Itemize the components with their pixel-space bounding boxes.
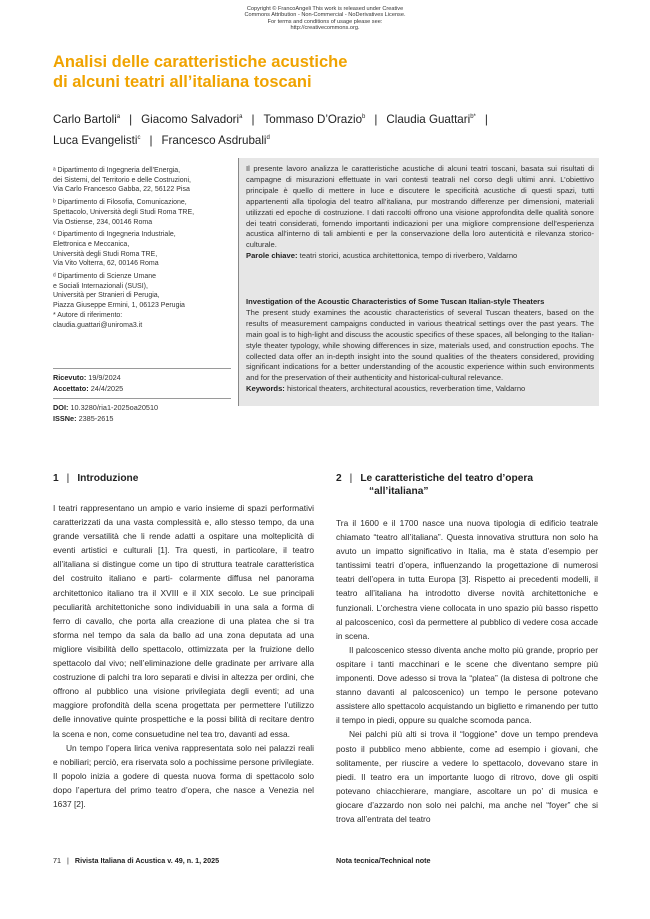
paragraph: Un tempo l’opera lirica veniva rappresentata solo nei palazzi reali e nobiliari; perciò, era riservata solo a pochissime persone privilegiate. Il popolo inizia a godere di questa nuova forma di spettacolo solo dopo l’apertura del primo teatro d’opera, che nasce a Venezia nel 1637 [2]. — [53, 742, 314, 809]
author-separator: | — [129, 113, 133, 126]
abstract-italian — [246, 164, 594, 262]
abstract-it-keywords — [246, 251, 594, 262]
copyright-notice — [0, 6, 650, 32]
paragraph: Tra il 1600 e il 1700 nasce una nuova tipologia di edificio teatrale chiamato “teatro all’italiana”. Questa innovativa struttura non solo ha avuto un impatto significativo in Italia, ma è stata d’esempio per tantissimi teatri d’opera, influenzando la progettazione di numerosi teatri dell’opera in tutta Europa [3]. Rispetto ai precedenti modelli, il teatro all’italiana ha introdotto diverse novità architettoniche e funzionali. L’orchestra viene collocata in uno spazio più basso rispetto al palcoscenico, così da permettere al pubblico di vedere cosa accade in scena. — [336, 518, 598, 641]
affiliation-line: Via Vito Volterra, 62, 00146 Roma — [53, 260, 159, 268]
accepted-date — [53, 384, 231, 395]
author-name: Luca Evangelisti — [53, 134, 138, 147]
author-affil-mark: d — [266, 135, 270, 141]
corresponding-author-email[interactable]: claudia.guattari@uniroma3.it — [53, 321, 143, 329]
section-number: 2 — [336, 473, 342, 484]
author-row-1 — [53, 108, 613, 129]
section-title-line-2: “all’italiana” — [369, 486, 429, 497]
affiliation-line: Università degli Studi Roma TRE, — [53, 250, 158, 258]
author-name: Carlo Bartoli — [53, 113, 117, 126]
affiliations — [53, 166, 231, 330]
author-list — [53, 108, 613, 150]
affiliation-line: ᵃ Dipartimento di Ingegneria dell’Energia, — [53, 167, 181, 174]
accepted-label: Accettato: — [53, 383, 89, 393]
affiliation-line: ᶜ Dipartimento di Ingegneria Industriale, — [53, 231, 176, 239]
keywords-value: teatri storici, acustica architettonica, tempo di riverbero, Valdarno — [299, 251, 518, 261]
page-footer-right — [336, 856, 431, 866]
meta-divider — [53, 368, 231, 369]
keywords-label: Keywords: — [246, 384, 285, 394]
affiliation-line: ᵈ Dipartimento di Scienze Umane — [53, 273, 157, 281]
author-separator: | — [374, 113, 378, 126]
author-affil-mark: b — [362, 114, 366, 120]
abstract-left-rule — [238, 158, 239, 406]
section-separator: | — [66, 473, 70, 484]
affiliation-line: dei Sistemi, del Territorio e delle Costruzioni, — [53, 176, 191, 184]
title-line-2: di alcuni teatri all’italiana toscani — [53, 73, 312, 91]
section-title: Introduzione — [77, 473, 139, 484]
section-1-body — [53, 501, 314, 811]
author-affil-mark: b* — [470, 114, 476, 120]
author-separator: | — [251, 113, 255, 126]
section-number: 1 — [53, 473, 59, 484]
issn-value: 2385-2615 — [78, 413, 114, 423]
received-label: Ricevuto: — [53, 373, 87, 382]
article-meta — [53, 364, 231, 424]
author-affil-mark: c — [137, 135, 141, 141]
title-line-1: Analisi delle caratteristiche acustiche — [53, 53, 348, 71]
affiliation-line: e Sociali Internazionali (SUSI), — [53, 282, 148, 290]
author-name: Giacomo Salvadori — [141, 113, 240, 126]
article-type: Nota tecnica/Technical note — [336, 856, 431, 865]
author-name: Tommaso D’Orazio — [263, 113, 363, 126]
section-1-heading — [53, 472, 323, 485]
section-2-body — [336, 516, 598, 826]
doi-value[interactable]: 10.3280/ria1-2025oa20510 — [70, 403, 159, 413]
meta-divider — [53, 398, 231, 399]
copyright-line: Copyright © FrancoAngeli This work is released under Creative — [246, 6, 404, 12]
paragraph: Nei palchi più alti si trova il “loggione” dove un tempo prendeva posto il pubblico meno abbiente, come ad esempio i giovani, che solitamente, per riuscire a vedere lo spettacolo, dovevano stare in piedi. Il teatro era un importante luogo di ritrovo, dove gli ospiti potevano chiacchierare, mangiare, ascoltare un po’ di musica e giocare d’azzardo non solo nei palchi, ma anche nel “foyer” che si trova all’entrata del teatro — [336, 729, 598, 824]
abstract-en-title: Investigation of the Acoustic Characteristics of Some Tuscan Italian-style Theaters — [246, 297, 545, 306]
affiliation-line: Via Carlo Francesco Gabba, 22, 56122 Pisa — [53, 186, 190, 194]
abstract-en-text: The present study examines the acoustic characteristics of several Tuscan theaters, based on the results of measurement campaigns conducted in various theatrical settings over the past years. The main goal is to high-light and discuss the acoustic specifics of these spaces, all belonging to the Italian-style theater typology, while showing differences in size, materials used, and construction epochs. The collected data offer an in-depth insight into the sound qualities of the theaters considered, providing significant indications for a better understanding of the acoustic experience within such environments and for the preservation of their authenticity and historical-cultural relevance. — [246, 307, 594, 383]
copyright-link[interactable]: http://creativecommons.org. — [290, 25, 360, 32]
page-number: 71 — [53, 856, 61, 865]
author-affil-mark: a — [116, 114, 121, 120]
footer-separator: | — [67, 856, 69, 865]
journal-name: Rivista Italiana di Acustica v. 49, n. 1, 2025 — [74, 856, 220, 865]
issn-label: ISSNe: — [53, 413, 77, 423]
affiliation-line: Spettacolo, Università degli Studi Roma TRE, — [53, 208, 195, 216]
keywords-label: Parole chiave: — [246, 251, 298, 261]
affiliation-line: Università per Stranieri di Perugia, — [53, 292, 160, 300]
section-separator: | — [349, 473, 353, 484]
copyright-line: Commons Attribution - Non-Commercial - NoDerivatives License. — [244, 12, 406, 19]
affiliation-line: Piazza Giuseppe Ermini, 1, 06123 Perugia — [53, 302, 185, 310]
author-name: Francesco Asdrubali — [161, 134, 267, 147]
received-value: 19/9/2024 — [88, 373, 121, 382]
affiliation-line: Elettronica e Meccanica, — [53, 240, 130, 248]
author-affil-mark: a — [239, 114, 243, 120]
paragraph: I teatri rappresentano un ampio e vario insieme di spazi performativi caratterizzati da una vasta complessità e, allo stesso tempo, da una grande versatilità che li rende adatti a ospitare una molteplicità di eventi artistici e culturali [1]. Tra questi, in particolare, il teatro all’italiana si distingue come un tipo di struttura teatrale caratteristica del costruito italiano e parti- colarmente diffusa nel panorama architettonico italiano tra il XVIII e il XIX secolo. Le sue principali peculiarità architettoniche sono individuabili in una sala a forma di ferro di cavallo, che porta alla creazione di una platea che si tra sforma nel tempo da sala da ballo ad una zona deputata ad una migliore visibilità dello spettacolo, ottimizzata per la fruizione dello spettacolo dal vivo; nell’eliminazione delle gradinate per arrivare alla costruzione di palchi tra loro separati e divisi in altezza per ordini, che offrono al pubblico una visione privilegiata degli eventi; ad una maggiore profondità della scena progettata per permettere l’utilizzo delle innovative quinte prospettiche e la possi bilità di recitare dentro la scena e non, come consuetudine nel tea tro, davanti ad essa. — [53, 503, 314, 739]
abstract-it-text: Il presente lavoro analizza le caratteristiche acustiche di alcuni teatri toscani, basata sui risultati di campagne di misurazioni effettuate in vari contesti teatrali nel corso degli ultimi anni. L’obiettivo principale è quello di mettere in luce e discutere le specificità acustiche di questi spazi, tutti appartenenti alla tipologia del teatro all’italiana, pur mostrando differenze per dimensioni, materiali utilizzati ed epoche di costruzione. I dati raccolti offrono una visione approfondita delle qualità sonore dei teatri considerati, fornendo importanti indicazioni per una migliore comprensione dell’esperienza acustica all’interno di tali ambienti e per la conservazione della loro autenticità e rilevanza storico-culturale. — [246, 164, 594, 250]
author-name: Claudia Guattari — [386, 113, 471, 126]
corresponding-author-label: * Autore di riferimento: — [53, 311, 123, 319]
abstract-english — [246, 297, 594, 395]
paragraph: Il palcoscenico stesso diventa anche molto più grande, proprio per ospitare i tanti macchinari e le scene che diventano sempre più imponenti. Dove adesso si trova la “platea” (la distesa di poltrone che stanno davanti al palcoscenico) un tempo le persone potevano assistere allo spettacolo acquistando un biglietto e rimanendo per tutto il tempo in piedi, oppure su qualche scomoda panca. — [336, 644, 598, 726]
keywords-value: historical theaters, architectural acoustics, reverberation time, Valdarno — [286, 384, 526, 394]
affiliation-line: Via Ostiense, 234, 00146 Roma — [53, 218, 153, 226]
copyright-line: For terms and conditions of usage please see: — [267, 18, 383, 25]
doi-label: DOI: — [53, 403, 69, 413]
author-row-2 — [53, 129, 613, 150]
section-2-heading — [336, 472, 606, 498]
paper-title — [53, 52, 473, 92]
author-separator: | — [149, 134, 153, 147]
abstract-en-keywords — [246, 384, 594, 395]
doi — [53, 403, 231, 414]
affiliation-line: ᵇ Dipartimento di Filosofia, Comunicazione, — [53, 199, 187, 207]
page-footer-left — [53, 856, 219, 866]
accepted-value: 24/4/2025 — [90, 383, 124, 393]
issn — [53, 414, 231, 425]
received-date — [53, 373, 231, 384]
section-title: Le caratteristiche del teatro d’opera — [360, 473, 534, 484]
author-separator: | — [484, 113, 488, 126]
